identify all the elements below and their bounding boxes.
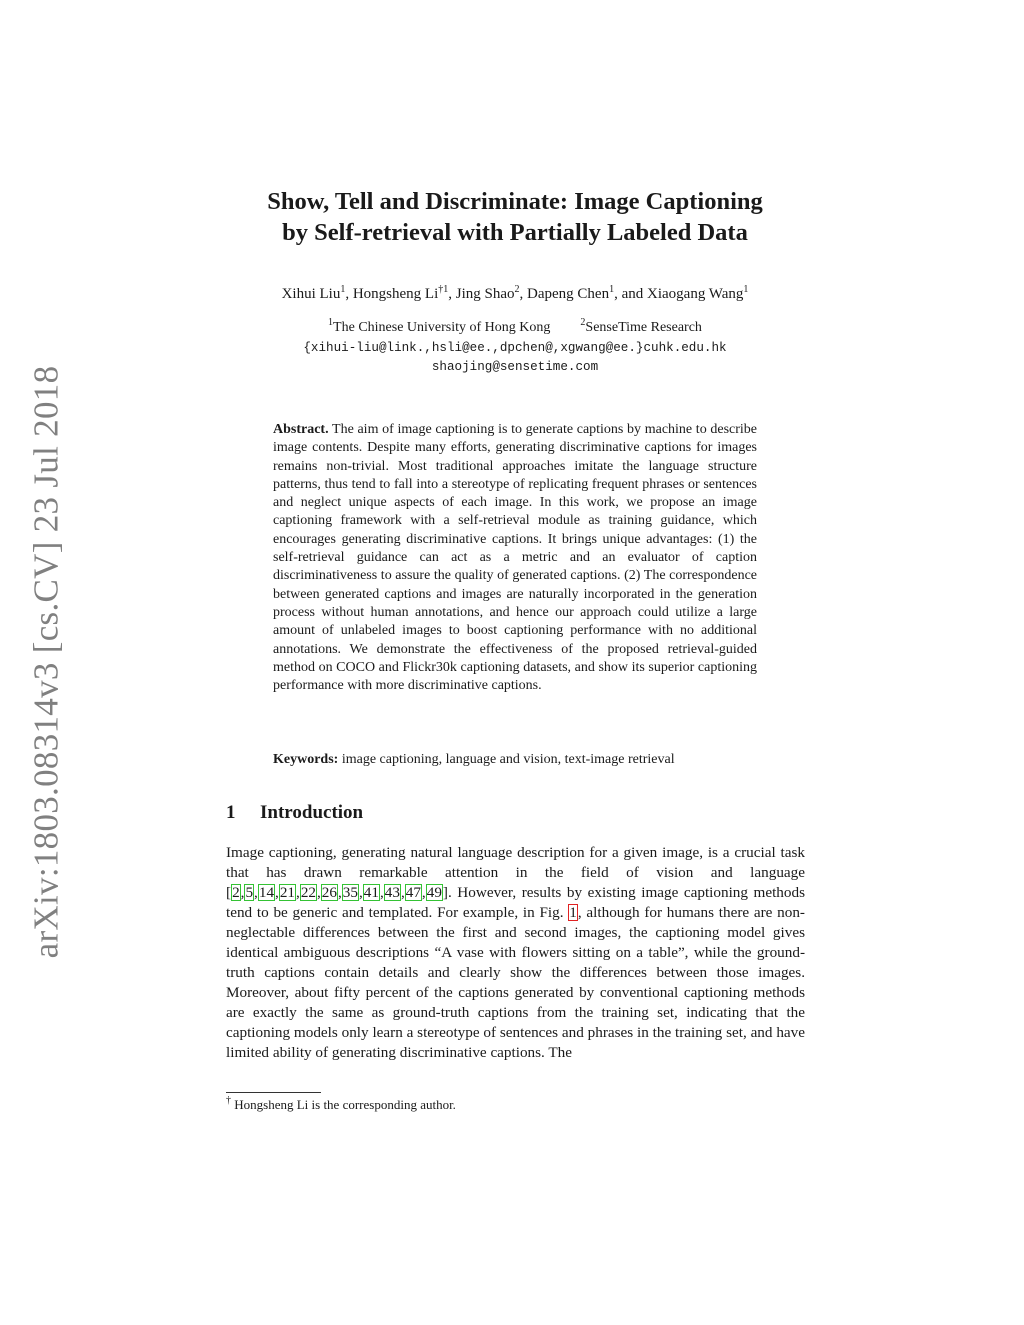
paper-title [200, 186, 830, 248]
citation-link[interactable]: 47 [405, 884, 421, 901]
author-affiliation-mark: †1 [438, 284, 449, 295]
citation-close-bracket: ] [442, 884, 448, 901]
title-line-1: Show, Tell and Discriminate: Image Captioning [267, 188, 763, 215]
author-name: Dapeng Chen [527, 286, 610, 302]
intro-text: , although for humans there are non-neglectable differences between the first and second images, the captioning model gives identical ambiguous descriptions “A vase with flowers sitting on a table”, while the ground-truth captions contain details and clearly show the differences between those images. Moreover, about fifty percent of the captions generated by conventional captioning methods are exactly the same as ground-truth captions from the training set, indicating that the captioning models only learn a stereotype of sentences and phrases in the training set, and have limited ability of generating discriminative captions. The [226, 904, 805, 1061]
section-title: Introduction [260, 802, 364, 823]
affiliation-mark: 1 [328, 317, 334, 328]
affiliation-name: SenseTime Research [585, 320, 702, 335]
footnote [226, 1097, 805, 1113]
abstract-text: The aim of image captioning is to generate captions by machine to describe image contents. Despite many efforts, generating discriminative captions for images remains non-trivial. Most traditional approaches imitate the language structure patterns, thus tend to fall into a stereotype of replicating frequent phrases or sentences and neglect unique aspects of each image. In this work, we propose an image captioning framework with a self-retrieval module as training guidance, which encourages generating discriminative captions. It brings unique advantages: (1) the self-retrieval guidance can act as a metric and an evaluator of caption discriminativeness to assure the quality of generated captions. (2) The correspondence between generated captions and images are naturally incorporated in the generation process without human annotations, and hence our approach could utilize a large amount of unlabeled images to boost captioning performance with no additional annotations. We demonstrate the effectiveness of the proposed retrieval-guided method on COCO and Flickr30k captioning datasets, and show its superior captioning performance with more discriminative captions. [273, 422, 758, 694]
arxiv-identifier: arXiv:1803.08314v3 [cs.CV] 23 Jul 2018 [26, 365, 65, 959]
author-separator: , [519, 286, 528, 302]
footnote-text: Hongsheng Li is the corresponding author. [234, 1097, 456, 1112]
keywords-label: Keywords: [273, 752, 339, 767]
affiliations [200, 318, 830, 337]
author-affiliation-mark: 1 [340, 284, 346, 295]
author-separator: , and [614, 286, 647, 302]
author-separator: , [448, 286, 456, 302]
section-heading [226, 801, 363, 825]
arxiv-side-stamp [26, 367, 66, 957]
introduction-body [226, 843, 805, 1063]
citation-link[interactable]: 14 [258, 884, 275, 901]
section-number: 1 [226, 802, 236, 823]
author-affiliation-mark: 1 [743, 284, 749, 295]
citation-link[interactable]: 43 [384, 884, 400, 901]
author-separator: , [345, 286, 353, 302]
intro-paragraph: Image captioning, generating natural language description for a given image, is a crucial task that has drawn remarkable attention in the field of vision and language [2,5,14,21,22,26,35,41,43,47,49]. However, results by existing image captioning methods tend to be generic and templated. For example, in Fig. 1, although for humans there are non-neglectable differences between the first and second images, the captioning model gives identical ambiguous descriptions “A vase with flowers sitting on a table”, while the ground-truth captions contain details and clearly show the differences between those images. Moreover, about fifty percent of the captions generated by conventional captioning methods are exactly the same as ground-truth captions from the training set, indicating that the captioning models only learn a stereotype of sentences and phrases in the training set, and have limited ability of generating discriminative captions. The [226, 844, 805, 1061]
citation-link[interactable]: 2 [232, 884, 240, 901]
citation-link[interactable]: 22 [300, 884, 316, 901]
author-name: Xihui Liu [281, 286, 341, 302]
email-line: {xihui-liu@link.,hsli@ee.,dpchen@,xgwang@ee.}cuhk.edu.hk [303, 341, 727, 355]
author-name: Hongsheng Li [352, 286, 439, 302]
citation-link[interactable]: 41 [363, 884, 379, 901]
affiliation-mark: 2 [580, 317, 586, 328]
abstract [273, 421, 757, 695]
author-affiliation-mark: 2 [514, 284, 520, 295]
citation-open-bracket: [ [226, 884, 232, 901]
title-line-2: by Self-retrieval with Partially Labeled Data [282, 219, 748, 246]
figure-reference-link[interactable]: 1 [569, 904, 577, 921]
footnote-mark: † [226, 1095, 231, 1106]
author-name: Xiaogang Wang [647, 286, 744, 302]
citation-link[interactable]: 21 [279, 884, 296, 901]
intro-text: . However, results by existing image captioning methods tend to be generic and templated. For example, in Fig. [226, 884, 805, 921]
email-block [200, 339, 830, 377]
citation-link[interactable]: 49 [426, 884, 442, 901]
author-list [180, 284, 850, 304]
author-name: Jing Shao [455, 286, 515, 302]
citation-link[interactable]: 5 [245, 884, 254, 901]
keywords [273, 751, 763, 769]
citation-link[interactable]: 26 [321, 884, 337, 901]
intro-text: Image captioning, generating natural language description for a given image, is a crucial task that has drawn remarkable attention in the field of vision and language [226, 844, 805, 881]
citation-link[interactable]: 35 [342, 884, 358, 901]
keywords-text: image captioning, language and vision, text-image retrieval [341, 752, 675, 767]
author-affiliation-mark: 1 [609, 284, 615, 295]
email-line: shaojing@sensetime.com [431, 360, 599, 374]
abstract-label: Abstract. [273, 422, 329, 437]
affiliation-name: The Chinese University of Hong Kong [333, 320, 551, 335]
footnote-rule [226, 1092, 321, 1093]
